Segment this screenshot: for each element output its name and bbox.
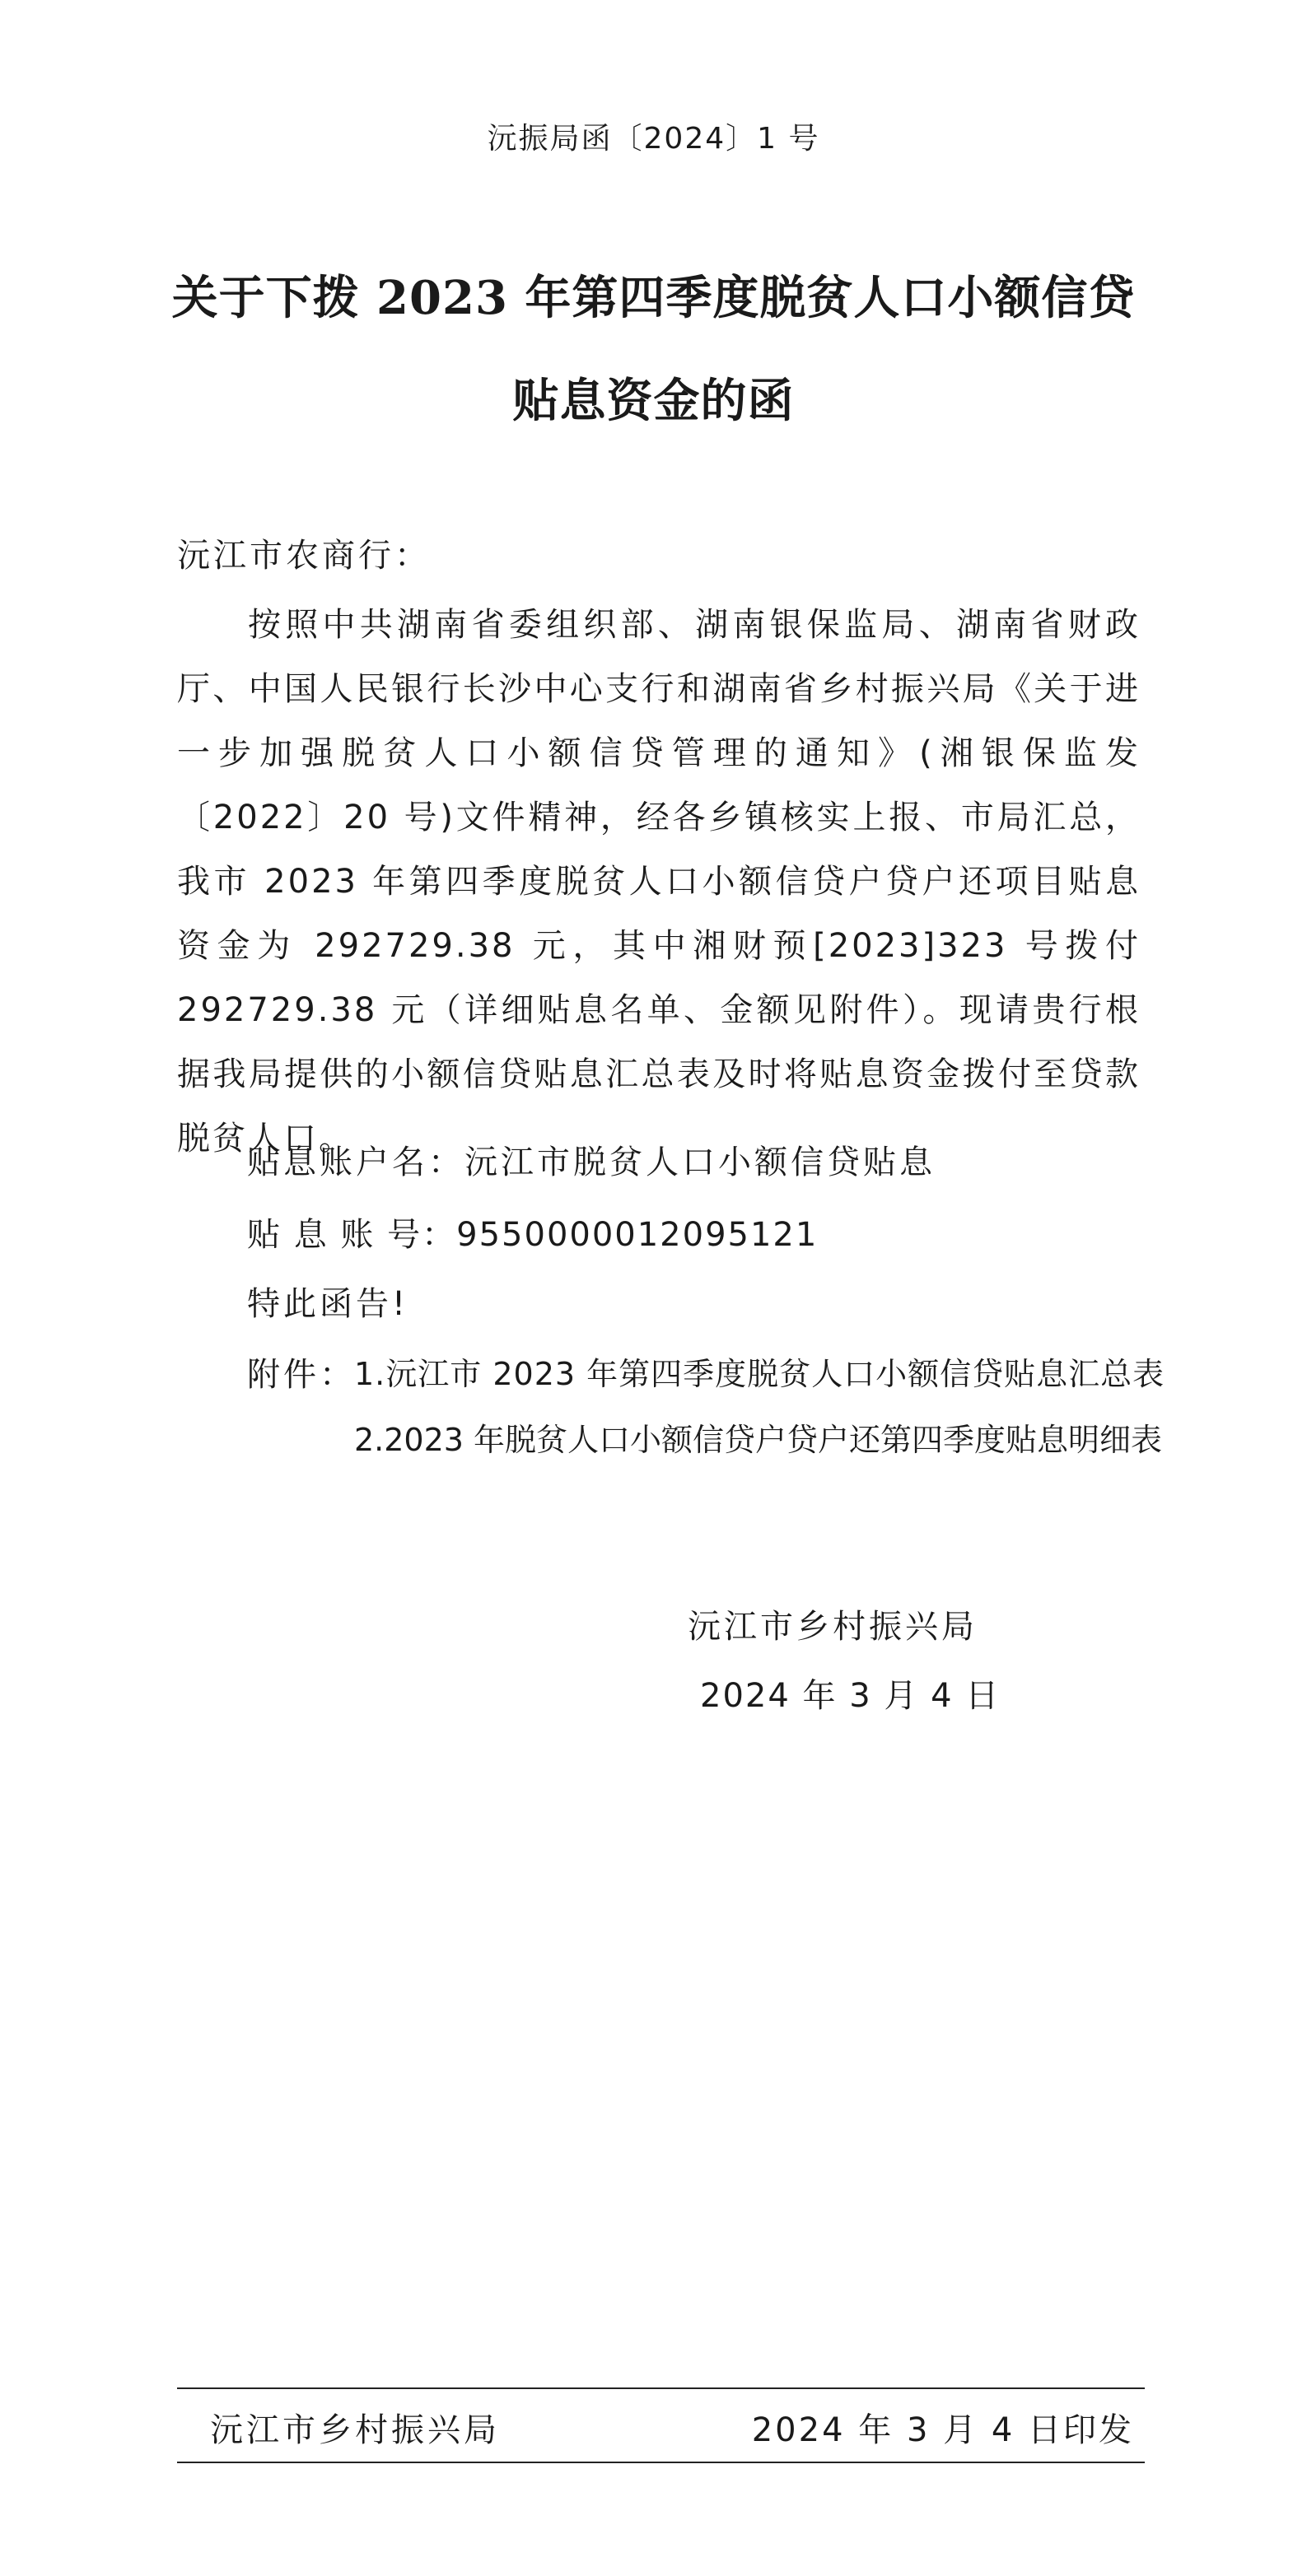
body-paragraph: 按照中共湖南省委组织部、湖南银保监局、湖南省财政厅、中国人民银行长沙中心支行和湖南省乡村振兴局《关于进一步加强脱贫人口小额信贷管理的通知》(湘银保监发〔2022〕20 号)文件精神，经各乡镇核实上报、市局汇总，我市 2023 年第四季度脱贫人口小额信贷户贷户还项目贴息资金为 292729.38 元，其中湘财预[2023]323 号拨付 292729.38 元（详细贴息名单、金额见附件）。现请贵行根据我局提供的小额信贷贴息汇总表及时将贴息资金拨付至贷款脱贫人口。 [177, 606, 1141, 1158]
footer-issuer: 沅江市乡村振兴局 [210, 2411, 500, 2449]
account-name: 贴息账户名：沅江市脱贫人口小额信贷贴息 [247, 1144, 936, 1181]
document-title-line-1: 关于下拨 2023 年第四季度脱贫人口小额信贷 [171, 271, 1136, 325]
footer-rule-top [177, 2387, 1145, 2389]
signature-organization: 沅江市乡村振兴局 [688, 1608, 978, 1646]
closing-remark: 特此函告! [247, 1285, 409, 1323]
footer-rule-bottom [177, 2462, 1145, 2463]
attachment-item-2: 2.2023 年脱贫人口小额信贷户贷户还第四季度贴息明细表 [354, 1422, 1163, 1458]
document-number: 沅振局函〔2024〕1 号 [487, 122, 820, 156]
footer-print-date: 2024 年 3 月 4 日印发 [751, 2411, 1134, 2449]
attachment-item-1: 1.沅江市 2023 年第四季度脱贫人口小额信贷贴息汇总表 [354, 1356, 1165, 1392]
account-number: 贴 息 账 号：9550000012095121 [247, 1216, 819, 1254]
document-title-line-2: 贴息资金的函 [512, 374, 795, 428]
addressee: 沅江市农商行： [177, 537, 431, 575]
signature-date: 2024 年 3 月 4 日 [700, 1677, 1001, 1715]
attachment-label: 附件： [247, 1356, 356, 1394]
